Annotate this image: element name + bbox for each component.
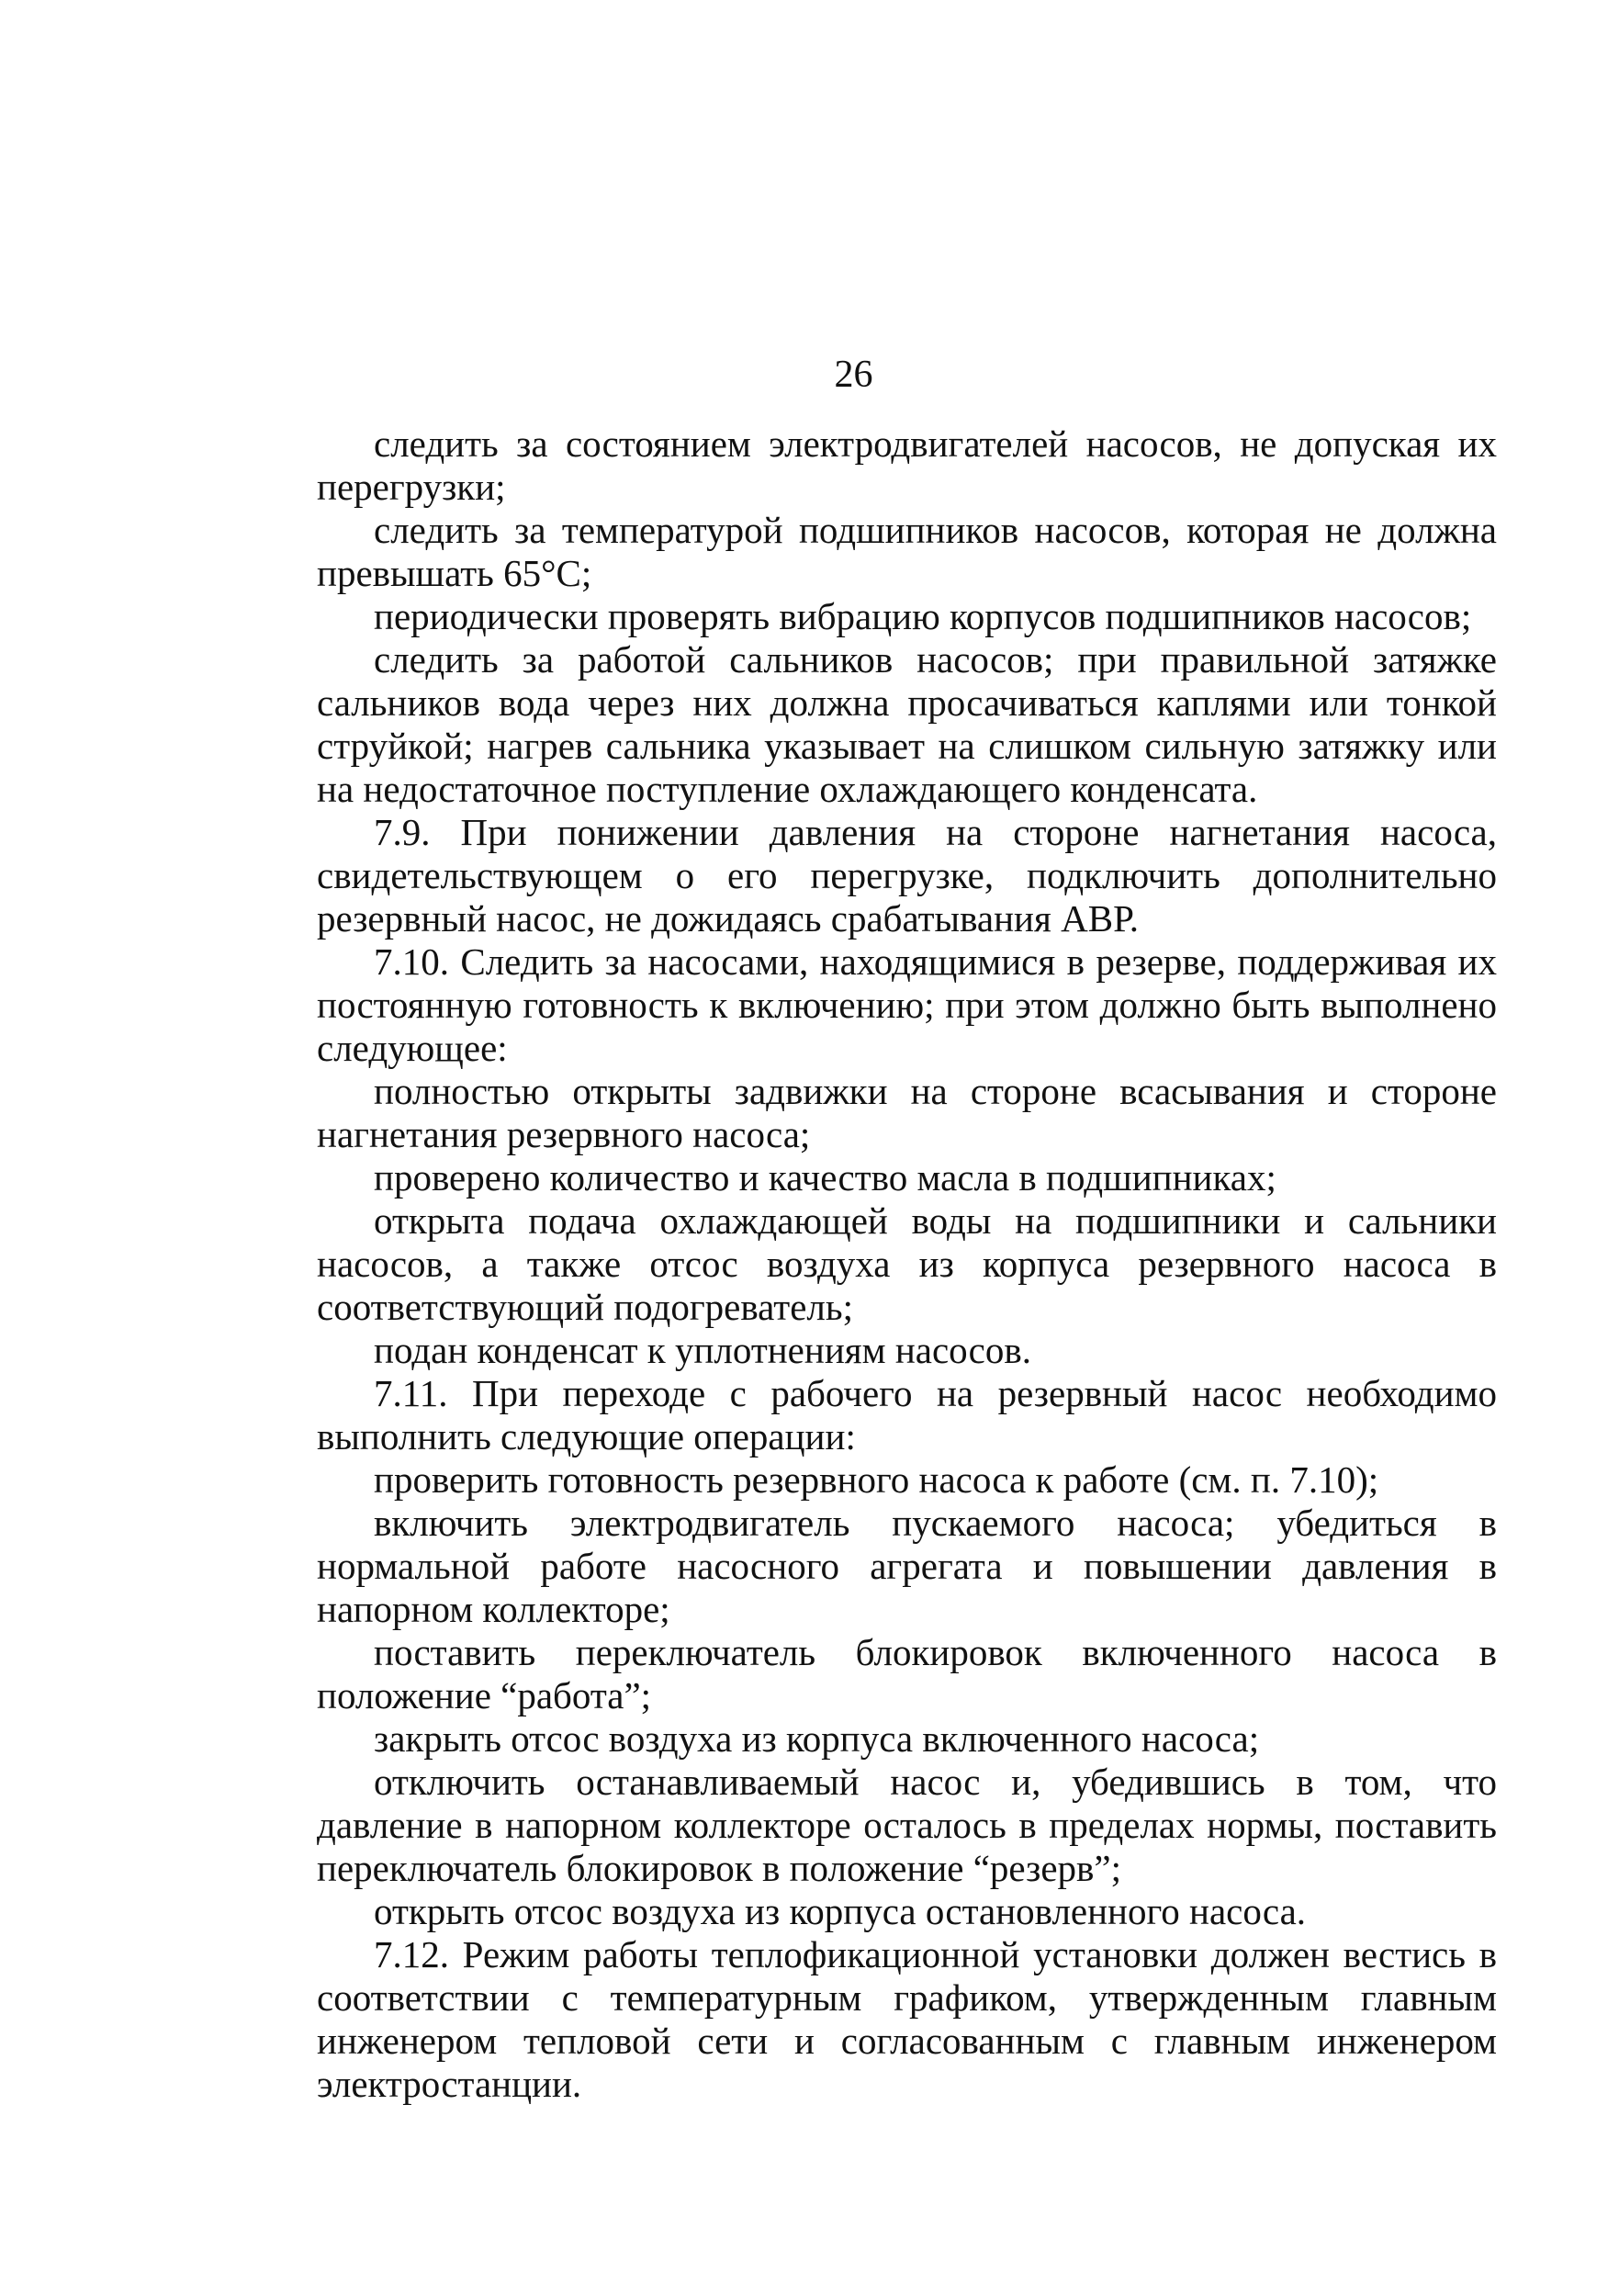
paragraph: включить электродвигатель пускаемого насоса; убедиться в нормальной работе насосного агрегата и повышении давления в напорном коллекторе;	[317, 1502, 1497, 1630]
paragraph: 7.10. Следить за насосами, находящимися в резерве, поддерживая их постоянную готовность к включению; при этом должно быть выполнено следующее:	[317, 940, 1497, 1069]
paragraph: открыта подача охлаждающей воды на подшипники и сальники насосов, а также отсос воздуха из корпуса резервного насоса в соответствующий подогреватель;	[317, 1199, 1497, 1328]
paragraph: проверить готовность резервного насоса к работе (см. п. 7.10);	[374, 1458, 1379, 1501]
paragraph: отключить останавливаемый насос и, убедившись в том, что давление в напорном коллекторе осталось в пределах нормы, поставить переключатель блокировок в положение “резерв”;	[317, 1761, 1497, 1889]
paragraph: 7.11. При переходе с рабочего на резервный насос необходимо выполнить следующие операции:	[317, 1372, 1497, 1458]
page-number: 26	[834, 354, 873, 396]
paragraph: проверено количество и качество масла в подшипниках;	[374, 1156, 1276, 1199]
paragraph: 7.12. Режим работы теплофикационной установки должен вестись в соответствии с температурным графиком, утвержденным главным инженером тепловой сети и согласованным с главным инженером электростанции.	[317, 1933, 1497, 2105]
paragraph: открыть отсос воздуха из корпуса остановленного насоса.	[374, 1890, 1307, 1932]
paragraph: 7.9. При понижении давления на стороне нагнетания насоса, свидетельствующем о его перегрузке, подключить дополнительно резервный насос, не дожидаясь срабатывания АВР.	[317, 811, 1497, 940]
paragraph: периодически проверять вибрацию корпусов подшипников насосов;	[374, 595, 1472, 637]
paragraph: поставить переключатель блокировок включенного насоса в положение “работа”;	[317, 1631, 1497, 1716]
paragraph: следить за состоянием электродвигателей насосов, не допуская их перегрузки;	[317, 422, 1497, 508]
paragraph: закрыть отсос воздуха из корпуса включенного насоса;	[374, 1717, 1260, 1760]
paragraph: полностью открыты задвижки на стороне всасывания и стороне нагнетания резервного насоса;	[317, 1070, 1497, 1155]
document-body	[317, 422, 1497, 2106]
paragraph: подан конденсат к уплотнениям насосов.	[374, 1329, 1031, 1371]
paragraph: следить за работой сальников насосов; при правильной затяжке сальников вода через них должна просачиваться каплями или тонкой струйкой; нагрев сальника указывает на слишком сильную затяжку или на недостаточное поступление охлаждающего конденсата.	[317, 638, 1497, 810]
paragraph: следить за температурой подшипников насосов, которая не должна превышать 65°С;	[317, 509, 1497, 594]
